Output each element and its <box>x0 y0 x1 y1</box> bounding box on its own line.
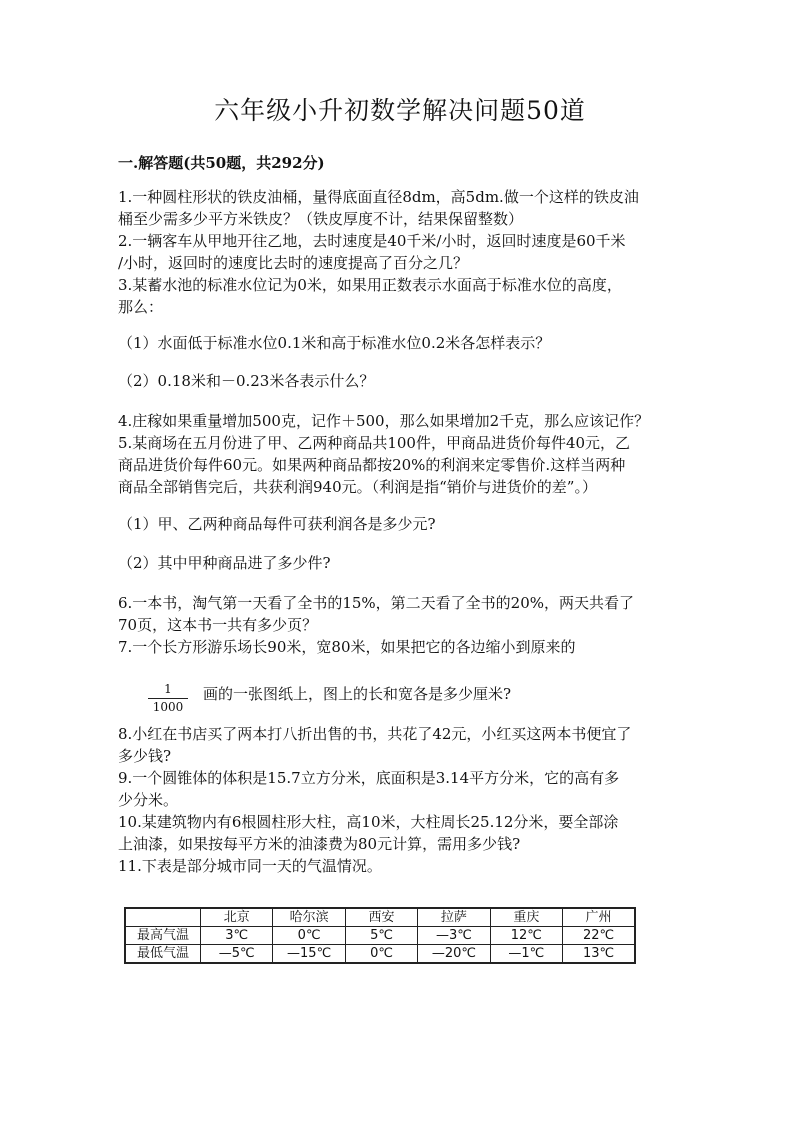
fraction-denominator: 1000 <box>152 700 184 714</box>
table-cell: 哈尔滨 <box>273 908 345 927</box>
question-1-line-2: 桶至少需多少平方米铁皮？（铁皮厚度不计，结果保留整数） <box>118 210 524 228</box>
table-cell: 13℃ <box>563 945 635 964</box>
table-header-row <box>125 908 635 927</box>
table-cell: 3℃ <box>201 927 273 945</box>
question-3-sub-1: （1）水面低于标准水位0.1米和高于标准水位0.2米各怎样表示？ <box>118 334 551 352</box>
table-cell: 12℃ <box>490 927 562 945</box>
table-cell: 最低气温 <box>125 945 201 964</box>
question-11: 11.下表是部分城市同一天的气温情况。 <box>118 857 382 875</box>
table-cell: 22℃ <box>563 927 635 945</box>
question-3-line-2: 那么： <box>118 298 164 316</box>
table-cell: 0℃ <box>345 945 417 964</box>
table-cell: —1℃ <box>490 945 562 964</box>
question-7-line-1: 7.一个长方形游乐场长90米，宽80米，如果把它的各边缩小到原来的 <box>118 638 576 656</box>
fraction-numerator: 1 <box>148 682 188 699</box>
question-2-line-1: 2.一辆客车从甲地开往乙地，去时速度是40千米/小时，返回时速度是60千米 <box>118 232 626 250</box>
question-5-sub-1: （1）甲、乙两种商品每件可获利润各是多少元? <box>118 515 436 533</box>
question-5-line-2: 商品进货价每件60元。如果两种商品都按20%的利润来定零售价.这样当两种 <box>118 456 626 474</box>
table-cell: 重庆 <box>490 908 562 927</box>
question-5-line-1: 5.某商场在五月份进了甲、乙两种商品共100件，甲商品进货价每件40元，乙 <box>118 434 631 452</box>
table-cell: 西安 <box>345 908 417 927</box>
section-heading: 一.解答题(共50题，共292分) <box>118 154 325 172</box>
table-cell: 广州 <box>563 908 635 927</box>
table-cell: —20℃ <box>418 945 490 964</box>
fraction <box>148 682 188 715</box>
question-8-line-1: 8.小红在书店买了两本打八折出售的书，共花了42元，小红买这两本书便宜了 <box>118 725 632 743</box>
question-5-line-3: 商品全部销售完后，共获利润940元。（利润是指“销价与进货价的差”。） <box>118 478 597 496</box>
table-row <box>125 927 635 945</box>
question-3-line-1: 3.某蓄水池的标准水位记为0米，如果用正数表示水面高于标准水位的高度， <box>118 276 622 294</box>
page-title: 六年级小升初数学解决问题50道 <box>214 96 586 125</box>
question-7-line-2: 画的一张图纸上，图上的长和宽各是多少厘米? <box>203 685 512 703</box>
question-1-line-1: 1.一种圆柱形状的铁皮油桶，量得底面直径8dm，高5dm.做一个这样的铁皮油 <box>118 188 639 206</box>
question-10-line-2: 上油漆，如果按每平方米的油漆费为80元计算，需用多少钱? <box>118 835 521 853</box>
question-6-line-1: 6.一本书，淘气第一天看了全书的15%，第二天看了全书的20%，两天共看了 <box>118 594 634 612</box>
question-5-sub-2: （2）其中甲种商品进了多少件? <box>118 554 331 572</box>
table-row <box>125 945 635 964</box>
table-cell: —3℃ <box>418 927 490 945</box>
question-9-line-2: 少分米。 <box>118 791 179 809</box>
table-cell: 0℃ <box>273 927 345 945</box>
table-cell: 5℃ <box>345 927 417 945</box>
question-3-sub-2: （2）0.18米和－0.23米各表示什么？ <box>118 372 375 390</box>
question-8-line-2: 多少钱? <box>118 747 172 765</box>
table-cell: 北京 <box>201 908 273 927</box>
question-2-line-2: /小时，返回时的速度比去时的速度提高了百分之几？ <box>118 254 469 272</box>
question-6-line-2: 70页，这本书一共有多少页？ <box>118 616 318 634</box>
table-cell: 拉萨 <box>418 908 490 927</box>
question-10-line-1: 10.某建筑物内有6根圆柱形大柱，高10米，大柱周长25.12分米，要全部涂 <box>118 813 619 831</box>
temperature-table <box>124 907 636 964</box>
table-cell: —15℃ <box>273 945 345 964</box>
table-cell <box>125 908 201 927</box>
table-cell: 最高气温 <box>125 927 201 945</box>
question-4: 4.庄稼如果重量增加500克，记作＋500，那么如果增加2千克，那么应该记作？ <box>118 412 650 430</box>
question-9-line-1: 9.一个圆锥体的体积是15.7立方分米，底面积是3.14平方分米，它的高有多 <box>118 769 620 787</box>
table-cell: —5℃ <box>201 945 273 964</box>
